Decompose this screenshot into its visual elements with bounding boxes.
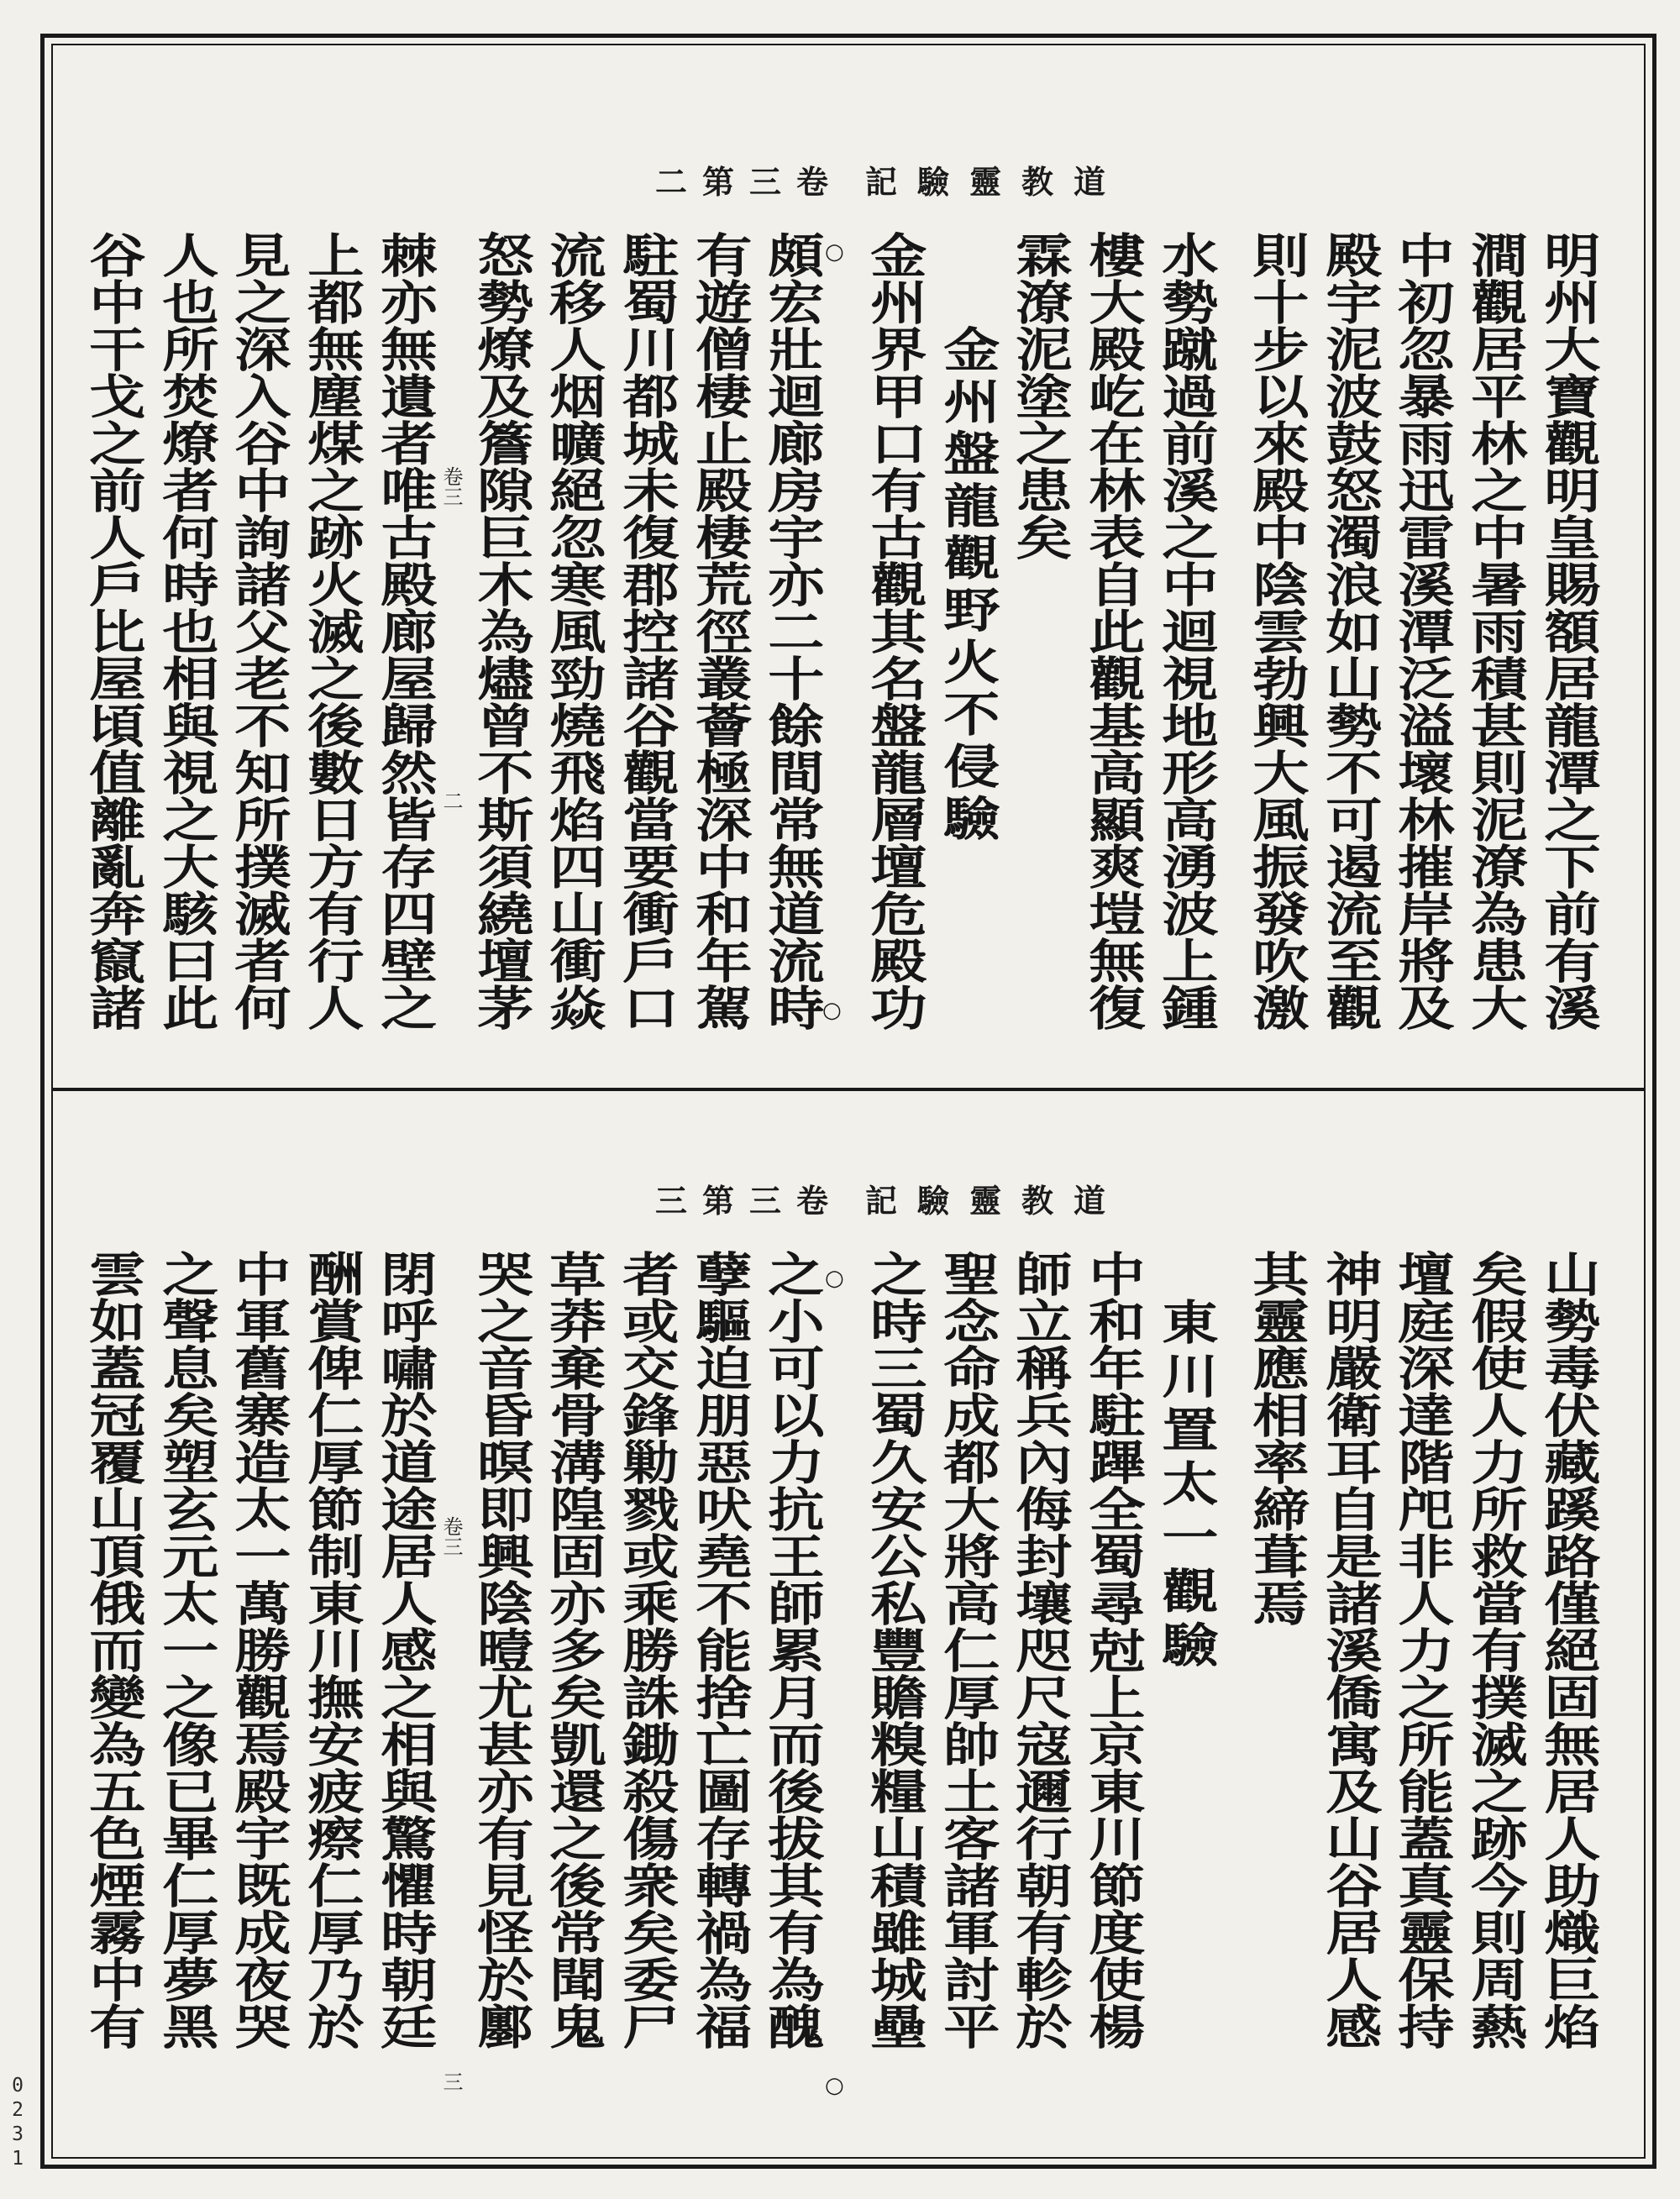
text-column: 流移人烟曠絕忽寒風勁燒飛焰四山衝焱 <box>540 231 607 1031</box>
text-column: 霖潦泥塗之患矣 <box>1006 231 1074 560</box>
text-column: 者或交鋒勦戮或乘勝誅鋤殺傷衆矣委尸 <box>613 1250 680 2049</box>
text-column: 哭之音昏暝即興陰曀尤甚亦有見怪於鄽 <box>468 1250 535 2049</box>
text-column: 駐蜀川都城未復郡控諸谷觀當要衝戶口 <box>613 231 680 1031</box>
circle-mark: ○ <box>825 2073 844 2098</box>
text-column: 壇庭深達階戺非人力之所能蓋真靈保持 <box>1389 1250 1456 2049</box>
text-column: 澗觀居平林之中暑雨積甚則泥潦為患大 <box>1462 231 1529 1031</box>
circle-mark: ○ <box>822 998 842 1023</box>
text-column: 明州大寶觀明皇賜額居龍潭之下前有溪 <box>1535 231 1602 1031</box>
text-column: 中初忽暴雨迅雷溪潭泛溢壞林摧岸將及 <box>1389 231 1456 1031</box>
section-heading: 金州盤龍觀野火不侵驗 <box>934 325 1001 846</box>
text-column: 中和年駐蹕全蜀尋尅上京東川節度使楊 <box>1079 1250 1147 2049</box>
circle-mark: ○ <box>825 1266 844 1291</box>
text-column: 雲如蓋冠覆山頂俄而變為五色煙霧中有 <box>80 1250 147 2049</box>
running-header-title: 記驗靈教道 <box>865 1182 1126 1220</box>
block-page-number: 二 <box>439 790 463 811</box>
text-column: 水勢蹴過前溪之中迴視地形高湧波上鍾 <box>1152 231 1220 1031</box>
text-column: 見之深入谷中詢諸父老不知所撲滅者何 <box>225 231 292 1031</box>
text-column: 酬賞俾仁厚節制東川撫安疲瘵仁厚乃於 <box>298 1250 365 2049</box>
text-column: 樓大殿屹在林表自此觀基高顯爽塏無復 <box>1079 231 1147 1031</box>
text-column: 金州界甲口有古觀其名盤龍層壇危殿功 <box>861 231 928 1031</box>
text-column: 之時三蜀久安公私豐贍糗糧山積雖城壘 <box>861 1250 928 2049</box>
block-label: 卷三 <box>439 1516 463 1556</box>
text-column: 則十步以來殿中陰雲勃興大風振發吹激 <box>1243 231 1310 1031</box>
text-column: 殿宇泥波鼓怒濁浪如山勢不可遏流至觀 <box>1316 231 1383 1031</box>
text-column: 之小可以力抗王師累月而後拔其有為醜 <box>759 1250 826 2049</box>
text-column: 孽驅迫朋惡吠堯不能捨亡圖存轉禍為福 <box>686 1250 753 2049</box>
panel-divider <box>51 1088 1646 1091</box>
text-column: 谷中干戈之前人戶比屋頃值離亂奔竄諸 <box>80 231 147 1031</box>
text-column: 之聲息矣塑玄元太一之像已畢仁厚夢黑 <box>153 1250 220 2049</box>
section-heading: 東川置太一觀驗 <box>1152 1298 1220 1674</box>
text-column: 人也所焚燎者何時也相與視之大駭曰此 <box>153 231 220 1031</box>
text-column: 有遊僧棲止殿棲荒徑叢薈極深中和年駕 <box>686 231 753 1031</box>
text-column: 上都無塵煤之跡火滅之後數日方有行人 <box>298 231 365 1031</box>
text-column: 棘亦無遺者唯古殿廊屋歸然皆存四壁之 <box>371 231 438 1031</box>
running-header-page: 二第三卷 <box>655 163 844 201</box>
text-column: 怒勢燎及簷隙巨木為燼曾不斯須繞壇茅 <box>468 231 535 1031</box>
running-header-page: 三第三卷 <box>655 1182 844 1220</box>
block-page-number: 三 <box>439 2071 463 2091</box>
text-column: 頗宏壯迴廊房宇亦二十餘間常無道流時 <box>759 231 826 1031</box>
text-column: 其靈應相率締葺焉 <box>1243 1250 1310 1626</box>
circle-mark: ○ <box>825 239 844 265</box>
text-column: 矣假使人力所救當有撲滅之跡今則周爇 <box>1462 1250 1529 2049</box>
side-page-number: 0231 <box>7 2075 29 2172</box>
text-column: 師立稱兵內侮封壤咫尺寇邇行朝有軫於 <box>1006 1250 1074 2049</box>
block-label: 卷三 <box>439 466 463 506</box>
running-header-title: 記驗靈教道 <box>865 163 1126 201</box>
text-column: 草莽棄骨溝隍固亦多矣凱還之後常聞鬼 <box>540 1250 607 2049</box>
text-column: 山勢毒伏藏蹊路僅絕固無居人助熾巨焰 <box>1535 1250 1602 2049</box>
text-column: 神明嚴衛耳自是諸溪僑寓及山谷居人感 <box>1316 1250 1383 2049</box>
text-column: 閉呼嘯於道途居人感之相與驚懼時朝廷 <box>371 1250 438 2049</box>
text-column: 聖念命成都大將高仁厚帥土客諸軍討平 <box>934 1250 1001 2049</box>
text-column: 中軍舊寨造太一萬勝觀焉殿宇既成夜哭 <box>225 1250 292 2049</box>
